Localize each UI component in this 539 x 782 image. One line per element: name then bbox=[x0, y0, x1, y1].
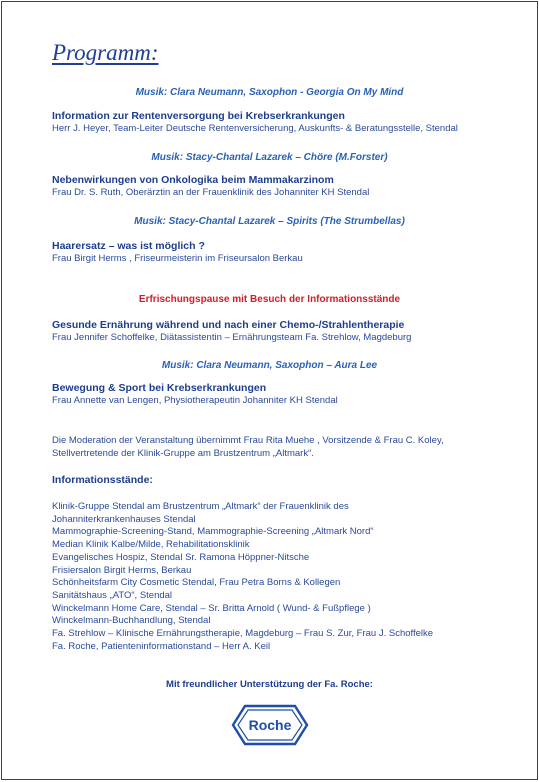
list-item: Johanniterkrankenhauses Stendal bbox=[52, 513, 196, 525]
break-announcement: Erfrischungspause mit Besuch der Informationsstände bbox=[138, 294, 401, 305]
list-item: Fa. Roche, Patienteninformationstand – Herr A. Keil bbox=[52, 640, 271, 652]
list-item: Winckelmann Home Care, Stendal – Sr. Britta Arnold ( Wund- & Fußpflege ) bbox=[52, 602, 371, 614]
list-item: Schönheitsfarm City Cosmetic Stendal, Frau Petra Borns & Kollegen bbox=[52, 577, 341, 589]
roche-logo bbox=[231, 704, 309, 746]
item-2-heading: Nebenwirkungen von Onkologika beim Mammakarzinom bbox=[52, 174, 334, 186]
program-item-2 bbox=[52, 174, 523, 200]
music-line-3: Musik: Stacy-Chantal Lazarek – Spirits (The Strumbellas) bbox=[134, 216, 405, 227]
item-5-heading: Bewegung & Sport bei Krebserkrankungen bbox=[52, 382, 267, 394]
music-line-2: Musik: Stacy-Chantal Lazarek – Chöre (M.Forster) bbox=[151, 152, 388, 163]
item-3-heading: Haarersatz – was ist möglich ? bbox=[52, 240, 205, 252]
item-1-text: Herr J. Heyer, Team-Leiter Deutsche Rentenversicherung, Auskunfts- & Beratungsstelle, Stendal bbox=[52, 123, 458, 134]
item-4-text: Frau Jennifer Schoffelke, Diätassistentin – Ernährungsteam Fa. Strehlow, Magdeburg bbox=[52, 332, 412, 343]
logo-text: Roche bbox=[248, 717, 292, 733]
item-4-heading: Gesunde Ernährung während und nach einer Chemo-/Strahlentherapie bbox=[52, 319, 405, 331]
list-item: Mammographie-Screening-Stand, Mammographie-Screening „Altmark Nord“ bbox=[52, 526, 374, 538]
item-1-heading: Information zur Rentenversorgung bei Krebserkrankungen bbox=[52, 110, 345, 122]
list-item: Klinik-Gruppe Stendal am Brustzentrum „Altmark“ der Frauenklinik des bbox=[52, 501, 349, 512]
item-3-text: Frau Birgit Herms , Friseurmeisterin im Friseursalon Berkau bbox=[52, 253, 303, 264]
item-2-text: Frau Dr. S. Ruth, Oberärztin an der Frauenklinik des Johanniter KH Stendal bbox=[52, 187, 370, 198]
list-item: Fa. Strehlow – Klinische Ernährungstherapie, Magdeburg – Frau S. Zur, Frau J. Schoffelke bbox=[52, 628, 434, 640]
list-item: Frisiersalon Birgit Herms, Berkau bbox=[52, 564, 192, 576]
program-page bbox=[1, 1, 538, 780]
program-item-3 bbox=[52, 240, 523, 266]
music-line-4: Musik: Clara Neumann, Saxophon – Aura Lee bbox=[161, 360, 378, 371]
info-stands-list bbox=[52, 501, 523, 653]
list-item: Median Klinik Kalbe/Milde, Rehabilitationsklinik bbox=[52, 539, 250, 551]
sponsor-note: Mit freundlicher Unterstützung der Fa. Roche: bbox=[166, 679, 373, 690]
moderation-note: Die Moderation der Veranstaltung übernimmt Frau Rita Muehe , Vorsitzende & Frau C. Koley, Stellvertretende der Klinik-Gruppe am Brustzentrum „Altmark“. bbox=[52, 435, 444, 459]
item-5-text: Frau Annette van Lengen, Physiotherapeutin Johanniter KH Stendal bbox=[52, 395, 338, 406]
list-item: Evangelisches Hospiz, Stendal Sr. Ramona Höppner-Nitsche bbox=[52, 551, 310, 563]
page-title: Programm: bbox=[52, 40, 159, 65]
list-item: Winckelmann-Buchhandlung, Stendal bbox=[52, 615, 211, 627]
list-item: Sanitätshaus „ATO“, Stendal bbox=[52, 589, 173, 601]
program-item-5 bbox=[52, 382, 523, 408]
program-item-1 bbox=[52, 110, 523, 136]
music-line-1: Musik: Clara Neumann, Saxophon - Georgia On My Mind bbox=[135, 87, 404, 98]
info-stands-heading: Informationsstände: bbox=[52, 474, 153, 486]
program-item-4 bbox=[52, 319, 523, 345]
